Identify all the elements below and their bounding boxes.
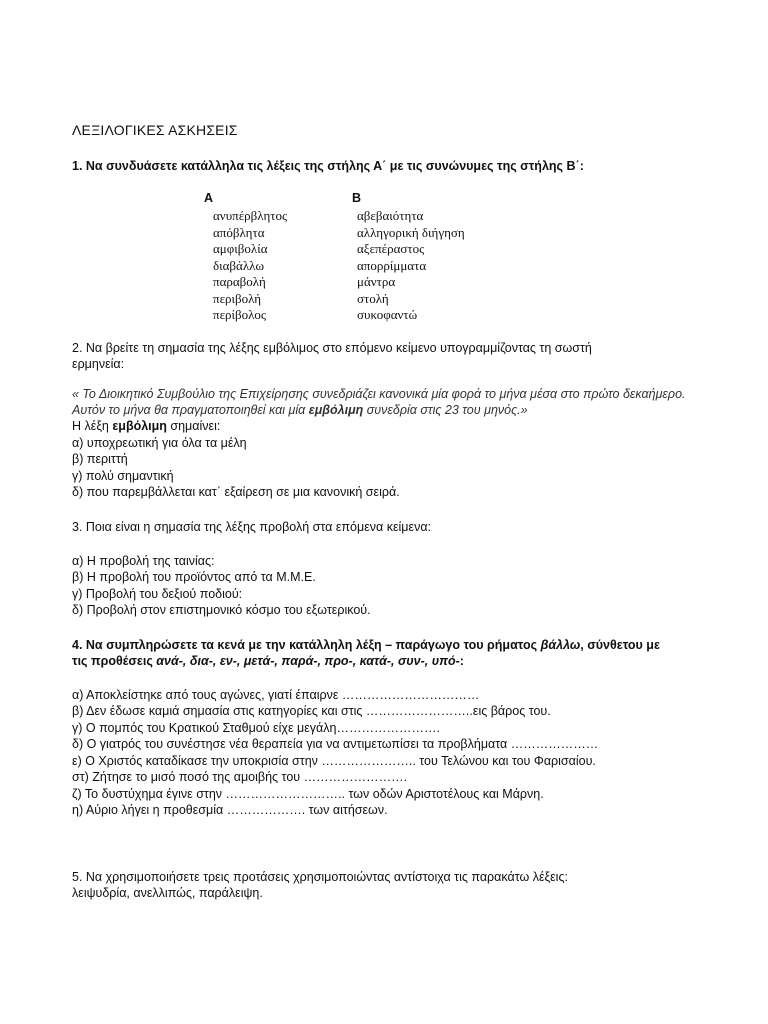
column-a-item: περιβολή <box>213 290 262 306</box>
column-a-item: περίβολος <box>213 307 267 322</box>
column-b-label: Β <box>352 191 362 205</box>
option-item: β) περιττή <box>72 452 128 466</box>
exercise-1-prompt: 1. Να συνδυάσετε κατάλληλα τις λέξεις της στήλης Α΄ με τις συνώνυμες της στήλης Β΄: <box>72 159 584 173</box>
column-a-item: διαβάλλω <box>213 257 265 273</box>
lead-text: Η λέξη <box>72 419 113 433</box>
exercise-3-item: γ) Προβολή του δεξιού ποδιού: <box>72 586 243 601</box>
column-a-item: απόβλητα <box>213 224 265 240</box>
lead-text-end: σημαίνει: <box>166 419 221 433</box>
exercise-2-prompt-line2: ερμηνεία: <box>72 357 125 371</box>
exercise-5-prompt-line2: λειψυδρία, ανελλιπώς, παράλειψη. <box>72 885 263 900</box>
exercise-3-item: β) Η προβολή του προϊόντος από τα Μ.Μ.Ε. <box>72 570 316 584</box>
exercise-2-prompt <box>72 340 712 372</box>
prompt-text-mid: , σύνθετου με <box>580 637 660 652</box>
exercise-3-item: α) Η προβολή της ταινίας: <box>72 553 215 568</box>
prompt-text-end: : <box>459 653 464 668</box>
page-title: ΛΕΞΙΛΟΓΙΚΕΣ ΑΣΚΗΣΕΙΣ <box>72 122 238 138</box>
column-a-list <box>213 208 287 324</box>
column-b-item: αξεπέραστος <box>357 241 425 256</box>
matching-columns <box>72 190 712 326</box>
prompt-verb: βάλλω <box>540 637 581 652</box>
exercise-4-item: στ) Ζήτησε το μισό ποσό της αμοιβής του ……………………. <box>72 770 408 784</box>
column-b-item: αλληγορική διήγηση <box>357 224 465 240</box>
exercise-2-options <box>72 418 712 501</box>
column-a-item: ανυπέρβλητος <box>213 208 288 223</box>
column-b-list <box>357 208 465 324</box>
exercise-3-items <box>72 553 712 619</box>
column-b-item: συκοφαντώ <box>357 307 418 322</box>
lead-highlight: εμβόλιμη <box>112 419 167 433</box>
column-b-item: στολή <box>357 290 389 306</box>
exercise-5-prompt <box>72 869 712 901</box>
exercise-4-item: δ) Ο γιατρός του συνέστησε νέα θεραπεία για να αντιμετωπίσει τα προβλήματα ………………… <box>72 737 599 751</box>
exercise-2-prompt-line1: 2. Να βρείτε τη σημασία της λέξης εμβόλιμος στο επόμενο κείμενο υπογραμμίζοντας τη σωστή <box>72 341 592 355</box>
exercise-3-prompt: 3. Ποια είναι η σημασία της λέξης προβολή στα επόμενα κείμενα: <box>72 519 432 534</box>
quote-text: « Το Διοικητικό Συμβούλιο της Επιχείρησης συνεδριάζει κανονικά μία φορά το μήνα μέσα στο πρώτο δεκαήμερο. Αυτόν το μήνα θα πραγματοποιηθεί και μία <box>72 387 686 417</box>
exercise-2-quote <box>72 386 712 418</box>
exercise-3-item: δ) Προβολή στον επιστημονικό κόσμο του εξωτερικού. <box>72 603 371 617</box>
option-item: δ) που παρεμβάλλεται κατ΄ εξαίρεση σε μια κανονική σειρά. <box>72 485 400 499</box>
option-item: α) υποχρεωτική για όλα τα μέλη <box>72 435 247 450</box>
quote-text-end: συνεδρία στις 23 του μηνός.» <box>363 403 528 417</box>
exercise-4-item: ε) Ο Χριστός καταδίκασε την υποκρισία στην ………………….. του Τελώνου και του Φαρισαίου. <box>72 753 596 768</box>
column-a-item: αμφιβολία <box>213 241 268 256</box>
column-a-item: παραβολή <box>213 274 266 289</box>
quote-highlight: εμβόλιμη <box>308 403 364 417</box>
exercise-2-lead <box>72 418 712 435</box>
option-item: γ) πολύ σημαντική <box>72 468 174 483</box>
worksheet-page <box>72 122 712 901</box>
exercise-4-item: γ) Ο πομπός του Κρατικού Σταθμού είχε μεγάλη……………………. <box>72 720 440 735</box>
column-b-item: αβεβαιότητα <box>357 208 424 223</box>
exercise-4-item: ζ) Το δυστύχημα έγινε στην ……………………….. των οδών Αριστοτέλους και Μάρνη. <box>72 786 544 801</box>
exercise-4-item: η) Αύριο λήγει η προθεσμία ………………. των αιτήσεων. <box>72 803 388 817</box>
exercise-4-prompt <box>72 637 712 669</box>
column-b-item: μάντρα <box>357 274 396 289</box>
exercise-4-item: α) Αποκλείστηκε από τους αγώνες, γιατί έπαιρνε …………………………… <box>72 687 480 702</box>
column-b-item: απορρίμματα <box>357 257 427 273</box>
exercise-4-item: β) Δεν έδωσε καμιά σημασία στις κατηγορίες και στις ……………………..εις βάρος του. <box>72 704 551 718</box>
exercise-4-items <box>72 687 712 819</box>
exercise-5-prompt-line1: 5. Να χρησιμοποιήσετε τρεις προτάσεις χρησιμοποιώντας αντίστοιχα τις παρακάτω λέξεις: <box>72 869 568 884</box>
column-a-label: Α <box>204 191 214 205</box>
prompt-text: 4. Να συμπληρώσετε τα κενά με την κατάλληλη λέξη – παράγωγο του ρήματος <box>72 637 541 652</box>
prompt-prefixes: ανά-, δια-, εν-, μετά-, παρά-, προ-, κατά-, συν-, υπό- <box>156 653 460 668</box>
prompt-text-line2: τις προθέσεις <box>72 653 157 668</box>
